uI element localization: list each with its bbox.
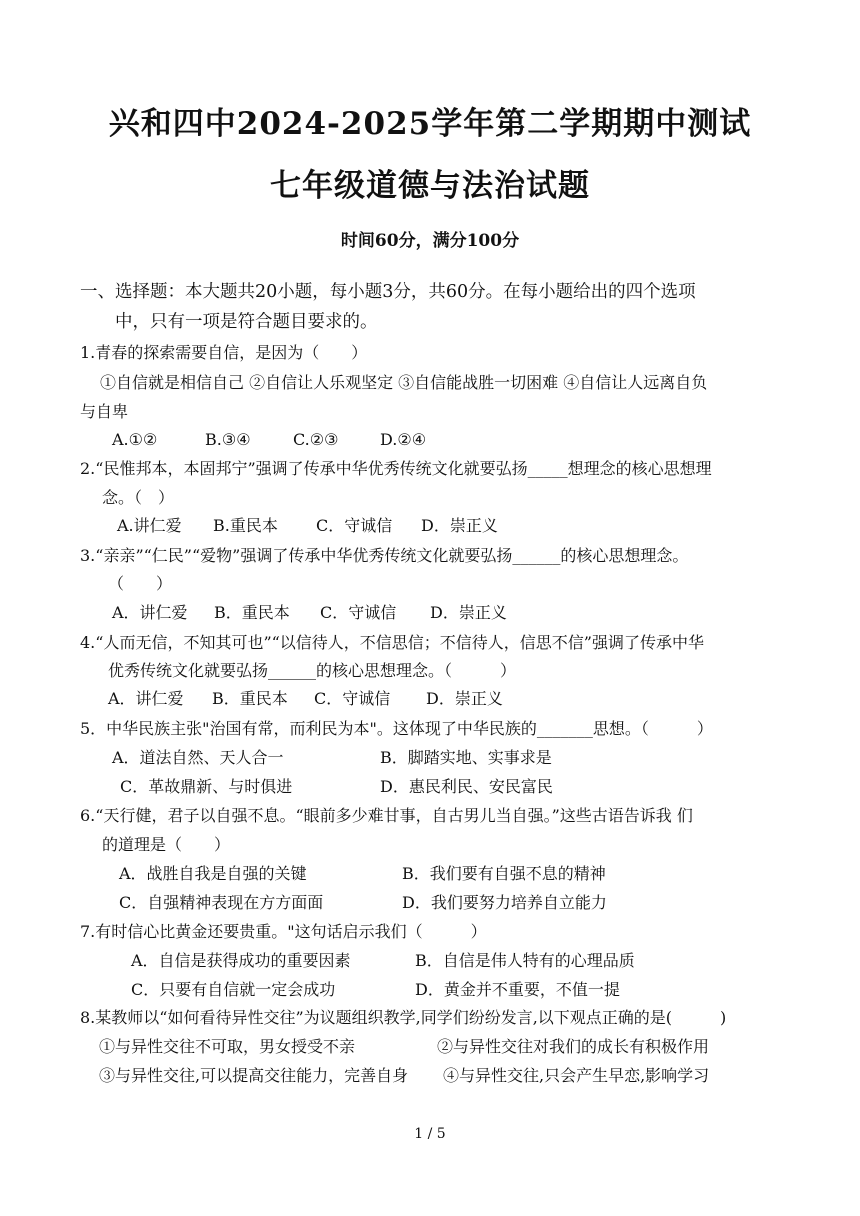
question-8-item-4: ④与异性交往,只会产生早恋,影响学习 bbox=[443, 1066, 710, 1085]
question-6-option-b: B．我们要有自强不息的精神 bbox=[402, 864, 606, 883]
question-3-option-c: C．守诚信 bbox=[320, 603, 397, 622]
question-3-stem-cont: （ ） bbox=[108, 574, 173, 593]
question-2-option-c: C．守诚信 bbox=[316, 516, 393, 535]
question-8-stem: 8.某教师以“如何看待异性交往”为议题组织教学,同学们纷纷发言,以下观点正确的是( ) bbox=[80, 1008, 727, 1027]
question-2-option-a: A.讲仁爱 bbox=[117, 516, 182, 535]
question-6-option-c: C．自强精神表现在方方面面 bbox=[119, 893, 324, 912]
question-4-option-a: A．讲仁爱 bbox=[108, 689, 184, 708]
question-1-option-c: C.②③ bbox=[293, 430, 339, 449]
question-4-stem: 4.“人而无信，不知其可也”“以信待人，不信思信；不信待人，信思不信”强调了传承中华 bbox=[80, 633, 704, 652]
question-4-option-c: C．守诚信 bbox=[314, 689, 391, 708]
question-5-option-c: C．革故鼎新、与时俱进 bbox=[120, 777, 293, 796]
question-3-option-d: D．崇正义 bbox=[430, 603, 507, 622]
section-heading: 一、选择题：本大题共20小题，每小题3分，共60分。在每小题给出的四个选项 bbox=[80, 282, 696, 302]
question-2-option-b: B.重民本 bbox=[213, 516, 278, 535]
question-1-items-cont: 与自卑 bbox=[80, 402, 129, 421]
question-5-option-d: D．惠民利民、安民富民 bbox=[380, 777, 553, 796]
question-8-item-3: ③与异性交往,可以提高交往能力，完善自身 bbox=[99, 1066, 409, 1085]
question-7-option-d: D．黄金并不重要，不值一提 bbox=[415, 980, 620, 999]
question-1-items: ①自信就是相信自己 ②自信让人乐观坚定 ③自信能战胜一切困难 ④自信让人远离自负 bbox=[100, 373, 708, 392]
exam-subtitle: 七年级道德与法治试题 bbox=[270, 168, 590, 204]
exam-title: 兴和四中2024-2025学年第二学期期中测试 bbox=[108, 106, 752, 142]
question-2-option-d: D．崇正义 bbox=[421, 516, 498, 535]
question-3-option-a: A．讲仁爱 bbox=[112, 603, 188, 622]
question-3-option-b: B．重民本 bbox=[214, 603, 290, 622]
question-2-stem: 2.“民惟邦本，本固邦宁”强调了传承中华优秀传统文化就要弘扬_____想理念的核心思想理 bbox=[80, 459, 712, 478]
question-5-stem: 5．中华民族主张"治国有常，而利民为本"。这体现了中华民族的_______思想。（ ） bbox=[80, 719, 713, 738]
section-heading-cont: 中，只有一项是符合题目要求的。 bbox=[115, 312, 378, 332]
question-6-stem: 6.“天行健，君子以自强不息。“眼前多少难甘事，自古男儿当自强。”这些古语告诉我 们 bbox=[80, 806, 693, 825]
question-7-stem: 7.有时信心比黄金还要贵重。"这句话启示我们（ ） bbox=[80, 922, 487, 941]
question-4-option-b: B．重民本 bbox=[212, 689, 288, 708]
question-8-item-1: ①与异性交往不可取，男女授受不亲 bbox=[99, 1037, 356, 1056]
question-8-item-2: ②与异性交往对我们的成长有积极作用 bbox=[437, 1037, 710, 1056]
question-1-option-a: A.①② bbox=[112, 430, 158, 449]
question-1-option-b: B.③④ bbox=[205, 430, 251, 449]
question-3-stem: 3.“亲亲”“仁民”“爱物”强调了传承中华优秀传统文化就要弘扬______的核心思想理念。 bbox=[80, 546, 689, 565]
question-2-stem-cont: 念。（ ） bbox=[102, 488, 175, 507]
exam-info: 时间60分，满分100分 bbox=[340, 231, 520, 251]
question-5-option-b: B．脚踏实地、实事求是 bbox=[380, 748, 552, 767]
question-5-option-a: A．道法自然、天人合一 bbox=[112, 748, 284, 767]
question-7-option-c: C．只要有自信就一定会成功 bbox=[131, 980, 336, 999]
question-4-stem-cont: 优秀传统文化就要弘扬______的核心思想理念。（ ） bbox=[108, 661, 517, 680]
question-6-option-d: D．我们要努力培养自立能力 bbox=[402, 893, 607, 912]
question-7-option-a: A．自信是获得成功的重要因素 bbox=[131, 951, 351, 970]
page-number: 1 / 5 bbox=[414, 1126, 446, 1142]
question-1-stem: 1.青春的探索需要自信，是因为（ ） bbox=[80, 343, 368, 362]
question-6-option-a: A．战胜自我是自强的关键 bbox=[119, 864, 307, 883]
question-1-option-d: D.②④ bbox=[380, 430, 427, 449]
question-4-option-d: D．崇正义 bbox=[426, 689, 503, 708]
question-7-option-b: B．自信是伟人特有的心理品质 bbox=[415, 951, 635, 970]
question-6-stem-cont: 的道理是（ ） bbox=[102, 835, 231, 854]
